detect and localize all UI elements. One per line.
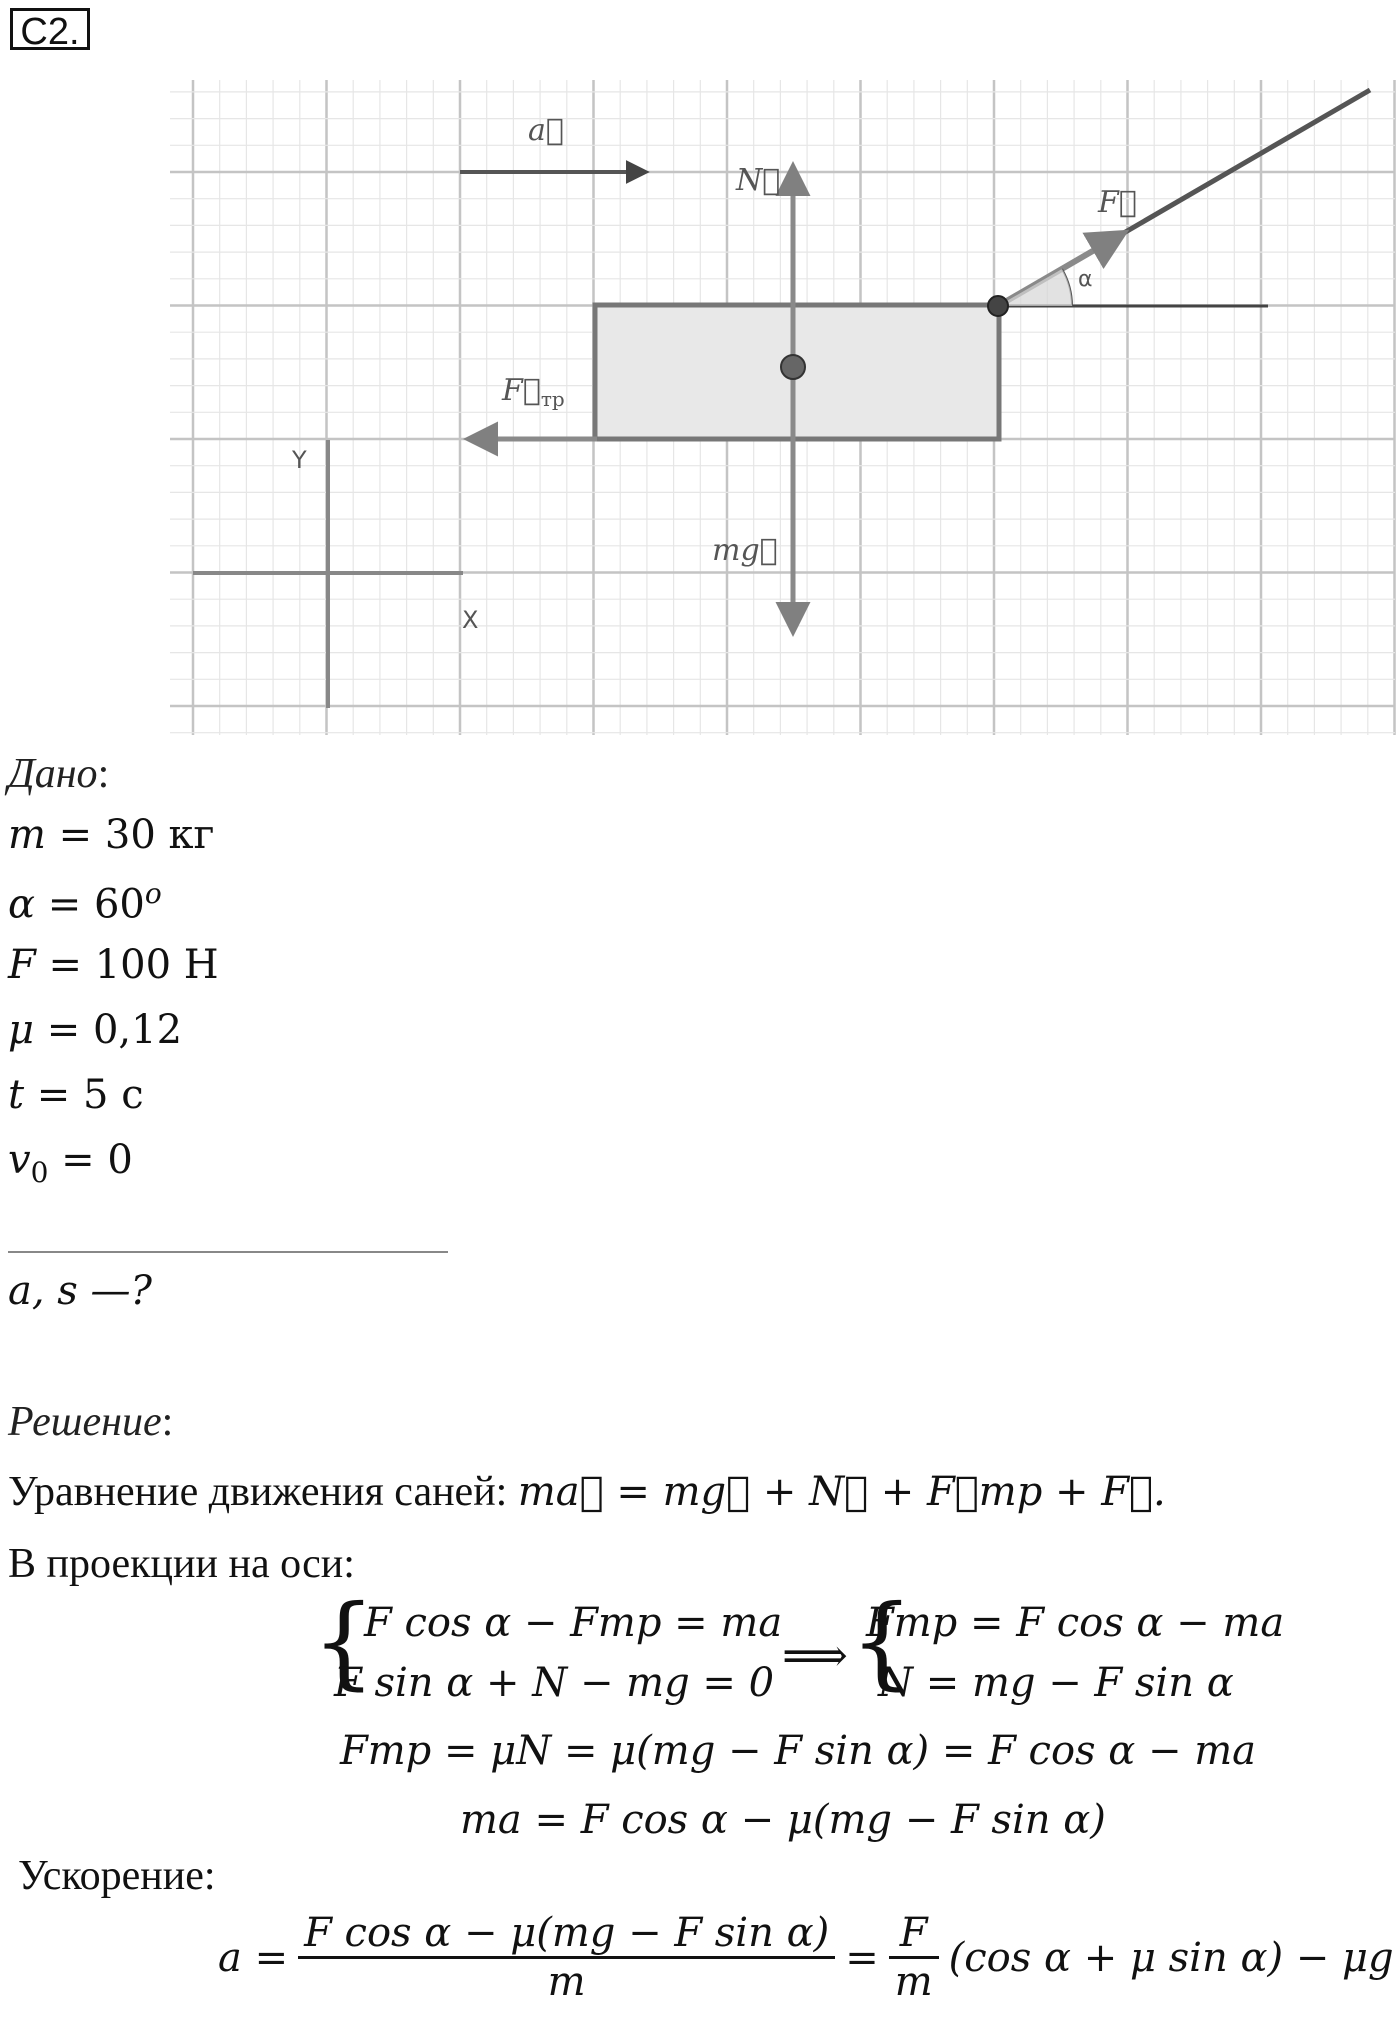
friction-label: $F⃗_{тр}$ — [502, 373, 565, 411]
given-mass: m = 30 кг — [8, 812, 215, 858]
attach-point — [988, 296, 1008, 316]
system2-brace: { — [850, 1583, 914, 1700]
f-over-m-fraction: $\frac{F}{m}$ — [889, 1910, 939, 2005]
normal-label: N⃗ — [736, 163, 781, 198]
angle-fill — [998, 269, 1072, 306]
accel-label: a⃗ — [528, 113, 564, 148]
axis-x-label: X — [462, 606, 479, 634]
friction-equation: Fтр = μN = μ(mg − F sin α) = F cos α − ma — [340, 1728, 1257, 1774]
accel-fraction: $\frac{\text{F cos α − μ(mg − F sin α)}}{m}$ — [298, 1910, 835, 2005]
implies-arrow: ⟹ — [782, 1628, 848, 1682]
system1-line2: F sin α + N − mg = 0 — [334, 1660, 775, 1706]
motion-line: Уравнение движения саней: ma⃗ = mg⃗ + N⃗ + F⃗тр + F⃗. — [8, 1469, 1166, 1515]
given-time: t = 5 с — [8, 1072, 144, 1118]
angle-label: α — [1078, 267, 1093, 292]
given-divider — [8, 1251, 448, 1253]
ma-equation: ma = F cos α − μ(mg − F sin α) — [460, 1797, 1106, 1843]
accel-rest: (cos α + μ sin α) − μg — [948, 1934, 1394, 1981]
accel-text: Ускорение: — [18, 1853, 216, 1899]
axis-y-label: Y — [292, 446, 307, 474]
given-mu: μ = 0,12 — [8, 1007, 183, 1053]
system1-line1: F cos α − Fтр = ma — [364, 1600, 783, 1646]
system1-brace: { — [312, 1583, 376, 1700]
given-heading: Дано: — [8, 751, 110, 797]
projection-text: В проекции на оси: — [8, 1541, 355, 1587]
accel-formula — [218, 1910, 1394, 2005]
given-angle: $\alpha = 60^o$ — [8, 877, 162, 928]
force-label: F⃗ — [1098, 185, 1137, 220]
force-diagram — [0, 60, 1400, 740]
problem-label: C2. — [10, 8, 90, 50]
accel-equals: = — [845, 1934, 879, 1981]
given-force: F = 100 Н — [8, 942, 219, 988]
center-of-mass-dot — [781, 355, 805, 379]
given-v0: $v_0 = 0$ — [8, 1137, 133, 1189]
find-line: a, s —? — [8, 1268, 152, 1314]
accel-lhs: a = — [218, 1934, 289, 1981]
solution-heading: Решение: — [8, 1399, 174, 1445]
gravity-label: mg⃗ — [712, 533, 778, 568]
system2-line2: N = mg − F sin α — [878, 1660, 1234, 1706]
system2-line1: Fтр = F cos α − ma — [866, 1600, 1285, 1646]
